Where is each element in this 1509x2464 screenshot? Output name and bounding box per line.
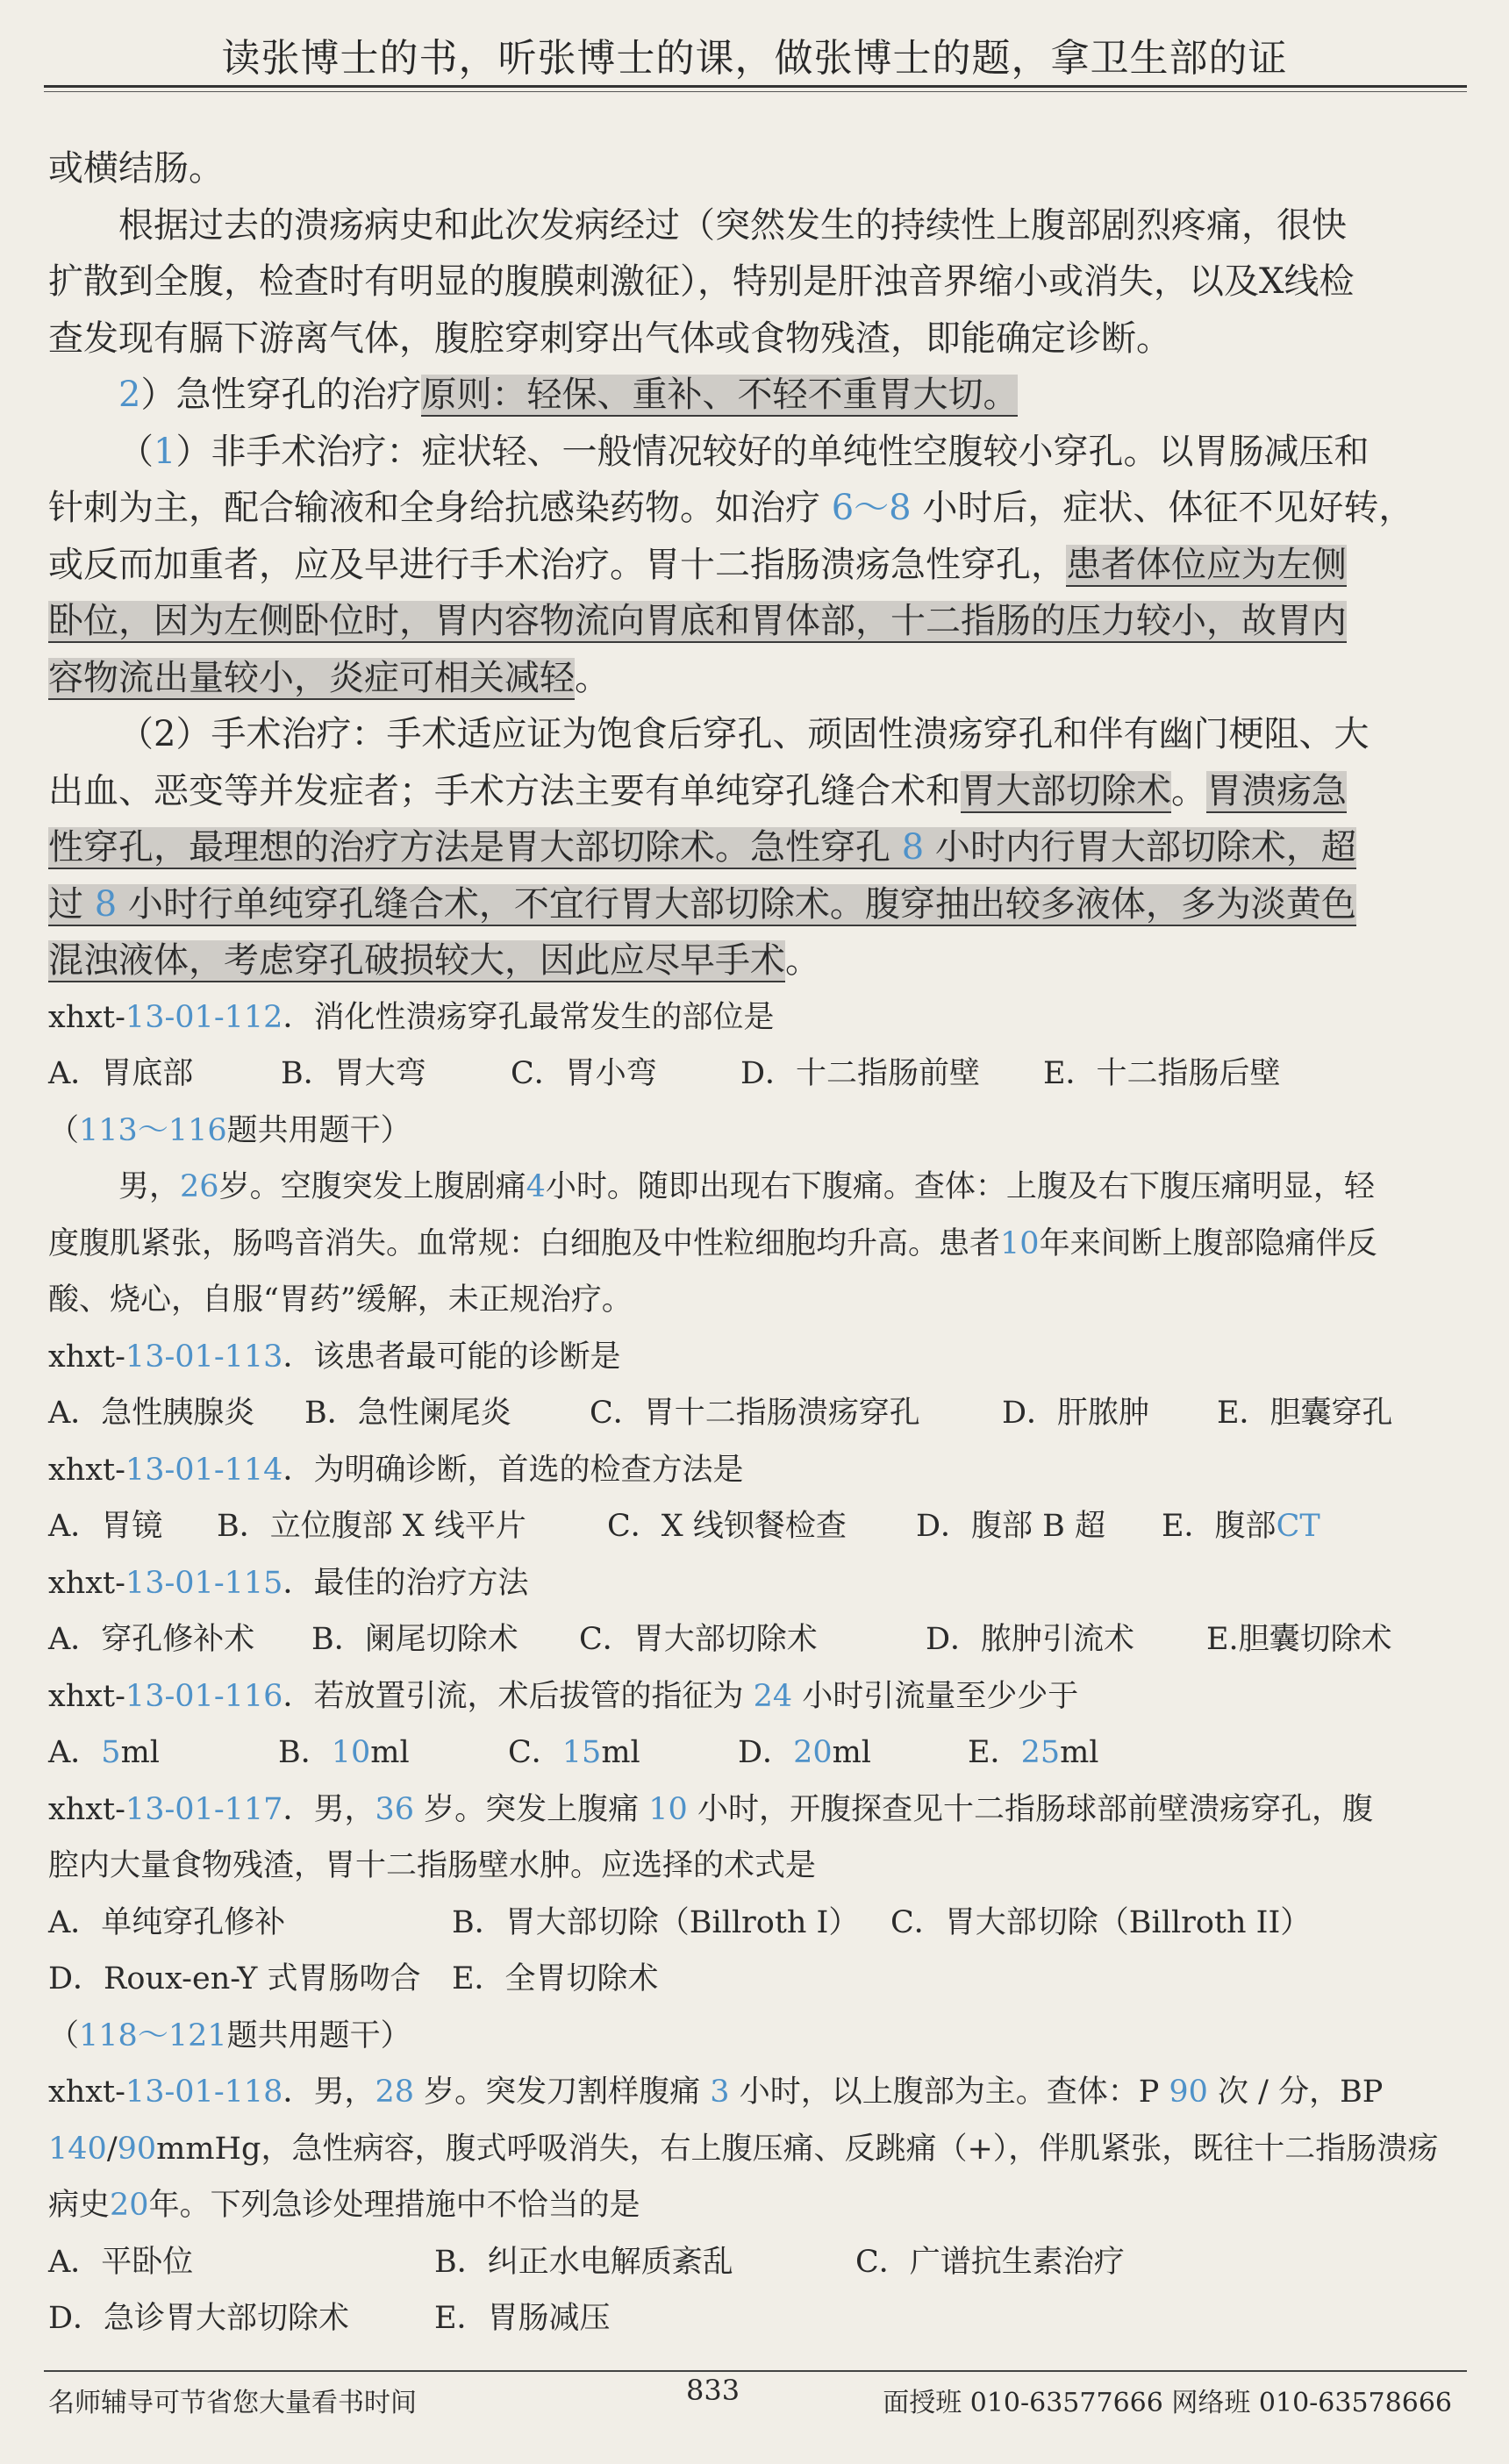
number: 36 <box>375 1791 415 1827</box>
option: A．胃镜 <box>48 1509 163 1544</box>
text: 扩散到全腹，检查时有明显的腹膜刺激征），特别是肝浊音界缩小或消失，以及X线检 <box>48 261 1355 302</box>
highlighted-text: 小时内行胃大部切除术，超 <box>924 827 1356 868</box>
question-prefix: xhxt- <box>48 1678 125 1714</box>
page-number: 833 <box>686 2374 740 2407</box>
question-text: 小时引流量至少少于 <box>792 1678 1079 1714</box>
highlighted-text: 容物流出量较小，炎症可相关减轻 <box>48 657 575 698</box>
options-114 <box>48 1498 1461 1555</box>
option: E．胆囊穿孔 <box>1217 1396 1393 1431</box>
number: 118～121 <box>79 2018 227 2053</box>
question-prefix: xhxt- <box>48 2075 125 2110</box>
options-118-cont <box>48 2290 1461 2347</box>
question-text: ．消化性溃疡穿孔最常发生的部位是 <box>282 999 775 1035</box>
text-line <box>48 311 1461 368</box>
option-letter: B． <box>278 1735 332 1770</box>
option: E．十二指肠后壁 <box>1043 1056 1281 1091</box>
number: 8 <box>94 883 118 925</box>
question-114 <box>48 1442 1461 1499</box>
number: 140 <box>48 2131 107 2167</box>
text-line <box>48 254 1461 311</box>
text: 根据过去的溃疡病史和此次发病经过（突然发生的持续性上腹部剧烈疼痛，很快 <box>118 204 1347 246</box>
option: C．胃大部切除术 <box>579 1622 818 1657</box>
highlighted-text: 胃溃疡急 <box>1206 770 1347 811</box>
option: D．Roux-en-Y 式胃肠吻合 <box>48 1961 421 1996</box>
number: 26 <box>180 1169 219 1204</box>
option-value: 10 <box>331 1735 371 1770</box>
text-line <box>48 537 1461 594</box>
option: A．穿孔修补术 <box>48 1622 255 1657</box>
option: D．腹部 B 超 <box>916 1509 1106 1544</box>
number: 10 <box>648 1791 688 1827</box>
text: 男， <box>118 1169 181 1204</box>
question-number: 13-01-113 <box>125 1339 283 1375</box>
text: 。 <box>785 940 820 981</box>
question-text: 病史 <box>48 2188 111 2223</box>
highlighted-text: 卧位，因为左侧卧位时，胃内容物流向胃底和胃体部，十二指肠的压力较小，故胃内 <box>48 601 1347 641</box>
footer-slogan: 名师辅导可节省您大量看书时间 <box>48 2388 417 2418</box>
number: 28 <box>375 2075 415 2110</box>
case-line <box>48 1216 1461 1273</box>
question-number: 13-01-112 <box>125 999 283 1035</box>
option: E．全胃切除术 <box>452 1961 659 1996</box>
question-text: ．为明确诊断，首选的检查方法是 <box>282 1452 744 1488</box>
text-line <box>48 197 1461 254</box>
footer-rule <box>44 2370 1467 2372</box>
option: D．急诊胃大部切除术 <box>48 2301 350 2336</box>
question-text: ．若放置引流，术后拔管的指征为 <box>282 1678 754 1714</box>
option-value: 20 <box>793 1735 833 1770</box>
number: 4 <box>526 1169 546 1204</box>
text: 年来间断上腹部隐痛伴反 <box>1039 1225 1377 1261</box>
text: （ <box>118 431 154 472</box>
highlighted-text: 腹穿抽出较多液体，多为淡黄色 <box>864 883 1356 925</box>
option-value: 5 <box>101 1735 121 1770</box>
text-line <box>48 424 1461 481</box>
question-text: ．该患者最可能的诊断是 <box>282 1339 621 1375</box>
text: 酸、烧心，自服“胃药”缓解，未正规治疗。 <box>48 1282 633 1318</box>
number: 1 <box>154 431 176 472</box>
text: 小时。随即出现右下腹痛。查体：上腹及右下腹压痛明显，轻 <box>545 1169 1375 1204</box>
option-letter: E． <box>968 1735 1021 1770</box>
question-text: 年。下列急诊处理措施中不恰当的是 <box>148 2188 640 2223</box>
number: 3 <box>710 2075 730 2110</box>
question-text: ．男， <box>282 1791 375 1827</box>
question-number: 13-01-117 <box>125 1791 283 1827</box>
question-118-cont <box>48 2121 1461 2178</box>
question-116 <box>48 1668 1461 1725</box>
option: C．胃大部切除（Billroth II） <box>890 1904 1312 1940</box>
option-unit: ml <box>370 1735 410 1770</box>
question-prefix: xhxt- <box>48 1452 125 1488</box>
options-117-cont <box>48 1951 1461 2008</box>
text: 或横结肠。 <box>48 148 224 189</box>
question-text: 岁。突发上腹痛 <box>414 1791 649 1827</box>
text-line <box>48 932 1461 989</box>
option-value: 15 <box>561 1735 602 1770</box>
question-prefix: xhxt- <box>48 1791 125 1827</box>
number: 20 <box>110 2188 149 2223</box>
highlighted-text: 患者体位应为左侧 <box>1066 544 1347 585</box>
option-letter: A． <box>48 1735 102 1770</box>
text: 出血、恶变等并发症者；手术方法主要有单纯穿孔缝合术和 <box>48 770 961 811</box>
number: 113～116 <box>79 1112 227 1148</box>
text: 针刺为主，配合输液和全身给抗感染药物。如治疗 <box>48 488 832 528</box>
question-text: 小时，以上腹部为主。查体：P <box>729 2075 1169 2110</box>
question-number: 13-01-115 <box>125 1565 283 1601</box>
number: 10 <box>1000 1225 1040 1261</box>
question-prefix: xhxt- <box>48 1565 125 1601</box>
number: 6～8 <box>831 488 912 528</box>
option-unit: ml <box>832 1735 871 1770</box>
text-line <box>48 140 1461 197</box>
question-115 <box>48 1555 1461 1612</box>
option-value: 25 <box>1020 1735 1061 1770</box>
option: E.胆囊切除术 <box>1206 1622 1392 1657</box>
text: 或反而加重者，应及早进行手术治疗。胃十二指肠溃疡急性穿孔， <box>48 544 1066 585</box>
group-heading <box>48 1103 1461 1160</box>
option: B．胃大部切除（Billroth I） <box>452 1904 860 1940</box>
option: A．平卧位 <box>48 2244 194 2280</box>
text: （2）手术治疗：手术适应证为饱食后穿孔、顽固性溃疡穿孔和伴有幽门梗阻、大 <box>118 714 1370 754</box>
highlighted-text: 混浊液体，考虑穿孔破损较大，因此应尽早手术 <box>48 940 785 981</box>
question-117 <box>48 1782 1461 1839</box>
options-116 <box>48 1725 1461 1782</box>
option: C．广谱抗生素治疗 <box>855 2244 1125 2280</box>
text: 题共用题干） <box>226 1112 411 1148</box>
text-line <box>48 593 1461 650</box>
options-112 <box>48 1046 1461 1103</box>
text: 题共用题干） <box>226 2018 411 2053</box>
question-prefix: xhxt- <box>48 1339 125 1375</box>
number: 90 <box>117 2131 157 2167</box>
text: ）非手术治疗：症状轻、一般情况较好的单纯性空腹较小穿孔。以胃肠减压和 <box>175 431 1370 472</box>
highlighted-text: 原则：轻保、重补、不轻不重胃大切。 <box>421 375 1019 415</box>
option: D．十二指肠前壁 <box>740 1056 981 1091</box>
options-117 <box>48 1895 1461 1952</box>
text: 小时后，症状、体征不见好转， <box>911 488 1414 528</box>
option-unit: ml <box>120 1735 160 1770</box>
text: 查发现有膈下游离气体，腹腔穿刺穿出气体或食物残渣，即能确定诊断。 <box>48 318 1171 359</box>
question-118-cont <box>48 2177 1461 2234</box>
option: E．腹部 <box>1162 1509 1277 1544</box>
option: C．胃十二指肠溃疡穿孔 <box>590 1396 920 1431</box>
text: 度腹肌紧张，肠鸣音消失。血常规：白细胞及中性粒细胞均升高。患者 <box>48 1225 1001 1261</box>
option-unit: ml <box>601 1735 640 1770</box>
option <box>968 1725 1099 1782</box>
question-text: 小时，开腹探查见十二指肠球部前壁溃疡穿孔，腹 <box>687 1791 1373 1827</box>
option <box>508 1725 738 1782</box>
text: （ <box>48 2018 80 2053</box>
case-line <box>48 1159 1461 1216</box>
option: B．立位腹部 X 线平片 <box>217 1509 526 1544</box>
question-number: 13-01-116 <box>125 1678 283 1714</box>
text: ）急性穿孔的治疗 <box>140 375 422 415</box>
question-112 <box>48 989 1461 1046</box>
text: 岁。空腹突发上腹剧痛 <box>218 1169 526 1204</box>
text-line <box>48 706 1461 763</box>
highlighted-text: 胃大部切除术 <box>961 770 1171 811</box>
highlighted-text: 小时行单纯穿孔缝合术，不宜行胃大部切除术。 <box>117 883 865 925</box>
question-text: ．男， <box>282 2075 375 2110</box>
option: E．胃肠减压 <box>434 2301 611 2336</box>
text-line <box>48 819 1461 876</box>
number: 90 <box>1169 2075 1208 2110</box>
option <box>278 1725 508 1782</box>
question-113 <box>48 1329 1461 1386</box>
running-header: 读张博士的书，听张博士的课，做张博士的题，拿卫生部的证 <box>221 36 1288 81</box>
option: B．阑尾切除术 <box>311 1622 518 1657</box>
option: D．肝脓肿 <box>1002 1396 1150 1431</box>
question-text: 次 / 分，BP <box>1207 2075 1384 2110</box>
option: A．急性胰腺炎 <box>48 1396 255 1431</box>
number: 8 <box>901 827 925 868</box>
footer-contact: 面授班 010-63577666 网络班 010-63578666 <box>883 2388 1452 2418</box>
option <box>738 1725 968 1782</box>
question-prefix: xhxt- <box>48 999 125 1035</box>
question-text: / <box>106 2131 118 2167</box>
text: 。 <box>575 657 610 698</box>
number: 24 <box>753 1678 793 1714</box>
question-text: ．最佳的治疗方法 <box>282 1565 529 1601</box>
option-unit: ml <box>1060 1735 1099 1770</box>
option: A．胃底部 <box>48 1056 194 1091</box>
text-line <box>48 480 1461 537</box>
question-text: 岁。突发刀割样腹痛 <box>414 2075 711 2110</box>
case-line <box>48 1272 1461 1329</box>
option: B．纠正水电解质紊乱 <box>434 2244 733 2280</box>
options-118 <box>48 2234 1461 2291</box>
option: B．胃大弯 <box>281 1056 426 1091</box>
option: C．胃小弯 <box>511 1056 657 1091</box>
question-number: 13-01-114 <box>125 1452 283 1488</box>
option: D．脓肿引流术 <box>926 1622 1135 1657</box>
text-line <box>48 367 1461 424</box>
option: B．急性阑尾炎 <box>304 1396 511 1431</box>
highlighted-text: 性穿孔，最理想的治疗方法是胃大部切除术。急性穿孔 <box>48 827 902 868</box>
question-117-cont <box>48 1838 1461 1895</box>
option <box>48 1725 278 1782</box>
text-line <box>48 650 1461 707</box>
option-value: CT <box>1276 1509 1320 1544</box>
highlighted-text: 过 <box>48 883 95 925</box>
question-118 <box>48 2064 1461 2121</box>
option: C．X 线钡餐检查 <box>607 1509 847 1544</box>
option: A．单纯穿孔修补 <box>48 1904 286 1940</box>
text-line <box>48 876 1461 933</box>
page-content <box>48 140 1461 2347</box>
question-number: 13-01-118 <box>125 2075 283 2110</box>
option-letter: C． <box>508 1735 562 1770</box>
number: 2 <box>118 375 141 415</box>
text-line <box>48 763 1461 820</box>
option-letter: D． <box>738 1735 794 1770</box>
text: 。 <box>1171 770 1206 811</box>
options-115 <box>48 1611 1461 1668</box>
question-text: mmHg，急性病容，腹式呼吸消失，右上腹压痛、反跳痛（+），伴肌紧张，既往十二指肠溃疡 <box>156 2131 1439 2167</box>
group-heading <box>48 2008 1461 2065</box>
header-rule-thick <box>44 85 1467 88</box>
text: （ <box>48 1112 80 1148</box>
question-text: 腔内大量食物残渣，胃十二指肠壁水肿。应选择的术式是 <box>48 1848 817 1883</box>
header-rule-thin <box>44 91 1467 92</box>
options-113 <box>48 1385 1461 1442</box>
